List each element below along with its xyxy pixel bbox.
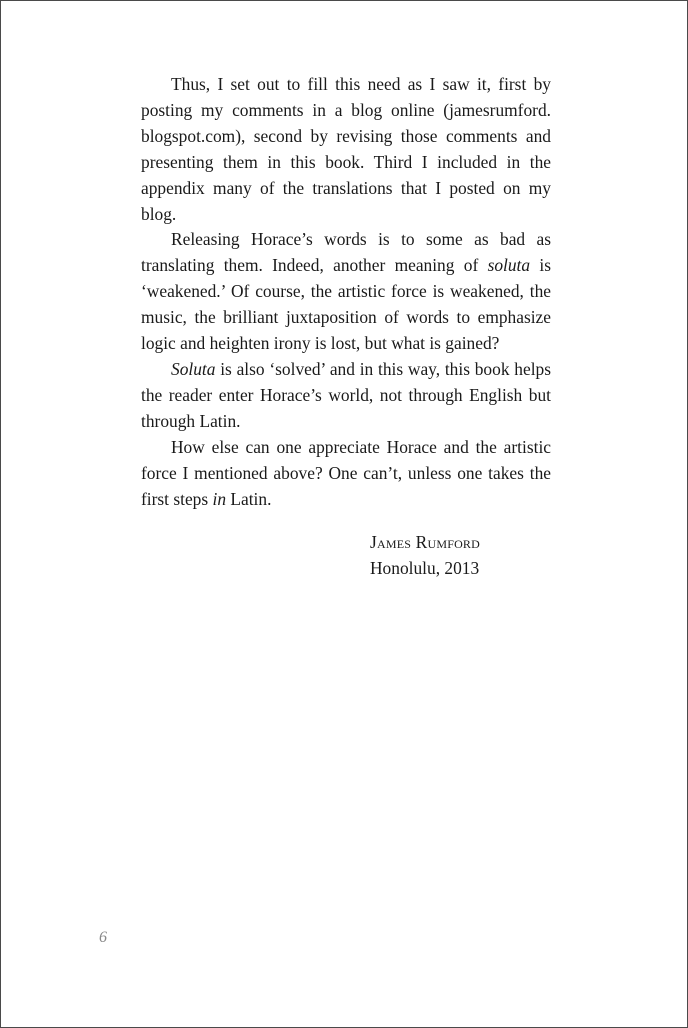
paragraph-2-italic-soluta: soluta <box>487 255 531 276</box>
paragraph-4 <box>141 435 551 513</box>
paragraph-4-text-b: Latin. <box>226 488 272 509</box>
page-number: 6 <box>99 929 107 946</box>
paragraph-4-italic-in: in <box>212 488 227 509</box>
signature-block <box>370 530 480 582</box>
paragraph-2-text-a: Releasing Horace’s words is to some as bad as translating them. Indeed, another meaning of <box>141 229 551 276</box>
paragraph-3-text: is also ‘solved’ and in this way, this book helps the reader enter Horace’s world, not through English but through Latin. <box>141 358 551 431</box>
author-name: James Rumford <box>370 532 481 552</box>
paragraph-1 <box>141 72 551 227</box>
paragraph-1-text: Thus, I set out to fill this need as I saw it, first by posting my comments in a blog online (jamesrumford. blogspot.com), second by revising those comments and presenting them in this book. Third I included in the appendix many of the translations that I posted on my blog. <box>141 74 551 224</box>
place-date: Honolulu, 2013 <box>370 557 480 578</box>
paragraph-4-text-a: How else can one appreciate Horace and the artistic force I mentioned above? One can’t, unless one takes the first steps <box>141 436 551 509</box>
paragraph-2 <box>141 227 551 357</box>
body-text <box>141 72 551 512</box>
paragraph-3 <box>141 357 551 435</box>
paragraph-2-text-b: is ‘weakened.’ Of course, the artistic force is weakened, the music, the brilliant juxtaposition of words to emphasize logic and heighten irony is lost, but what is gained? <box>141 255 552 354</box>
paragraph-3-italic-soluta: Soluta <box>171 358 216 379</box>
